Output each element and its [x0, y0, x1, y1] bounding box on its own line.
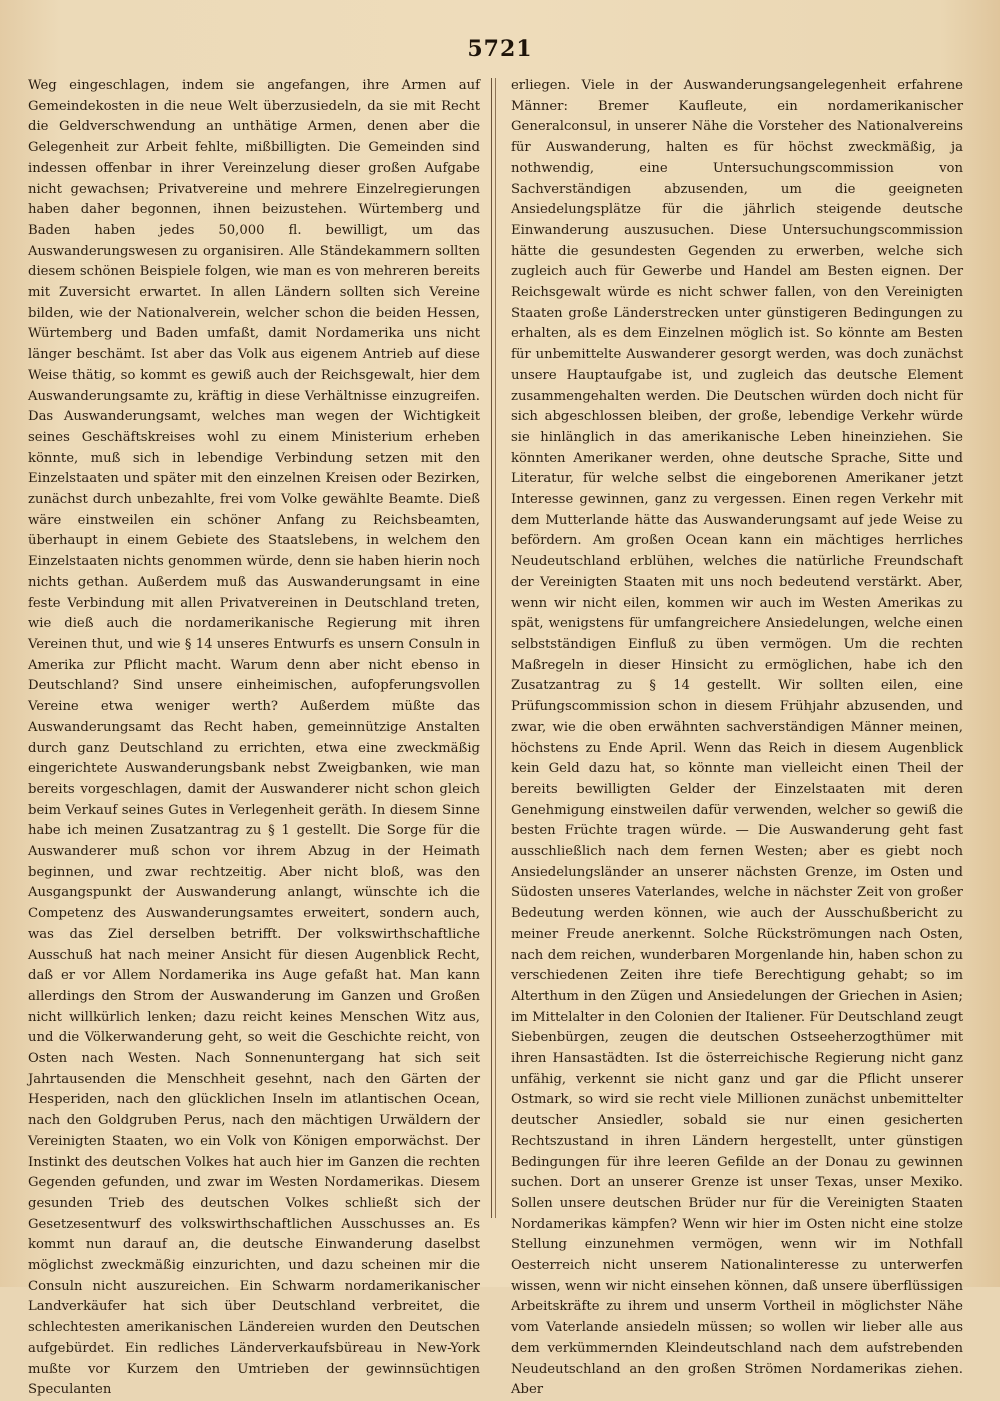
text-column-left: Weg eingeschlagen, indem sie angefangen, ihre Armen auf Gemeindekosten in die neue Welt überzusiedeln, da sie mit Recht die Geldverschwendung an unthätige Armen, denen aber die Gelegenheit zur Arbeit fehlte, mißbilligten. Die Gemeinden sind indessen offenbar in ihrer Vereinzelung dieser großen Aufgabe nicht gewachsen; Privatvereine und mehrere Einzelregierungen haben daher begonnen, ihnen beizustehen. Würtemberg und Baden haben jedes 50,000 fl. bewilligt, um das Auswanderungswesen zu organisiren. Alle Ständekammern sollten diesem schönen Beispiele folgen, wie man es von mehreren bereits mit Zuversicht erwartet. In allen Ländern sollten sich Vereine bilden, wie der Nationalverein, welcher schon die beiden Hessen, Würtemberg und Baden umfaßt, damit Nordamerika uns nicht länger beschämt. Ist aber das Volk aus eigenem Antrieb auf diese Weise thätig, so kommt es gewiß auch der Reichsgewalt, hier dem Auswanderungsamte zu, kräftig in diese Verhältnisse einzugreifen. Das Auswanderungsamt, welches man wegen der Wichtigkeit seines Geschäftskreises wohl zu einem Ministerium erheben könnte, muß sich in lebendige Verbindung setzen mit den Einzelstaaten und später mit den einzelnen Kreisen oder Bezirken, zunächst durch unbezahlte, frei vom Volke gewählte Beamte. Dieß wäre einstweilen ein schöner Anfang zu Reichsbeamten, überhaupt in einem Gebiete des Staatslebens, in welchem den Einzelstaaten nichts genommen würde, denn sie haben hierin noch nichts gethan. Außerdem muß das Auswanderungsamt in eine feste Verbindung mit allen Privatvereinen in Deutschland treten, wie dieß auch die nordamerikanische Regierung mit ihren Vereinen thut, und wie § 14 unseres Entwurfs es unsern Consuln in Amerika zur Pflicht macht. Warum denn aber nicht ebenso in Deutschland? Sind unsere einheimischen, aufopferungsvollen Vereine etwa weniger werth? Außerdem müßte das Auswanderungsamt das Recht haben, gemeinnützige Anstalten durch ganz Deutschland zu errichten, etwa eine zweckmäßig eingerichtete Auswanderungsbank nebst Zweigbanken, wie man bereits vorgeschlagen, damit der Auswanderer nicht schon gleich beim Verkauf seines Gutes in Verlegenheit geräth. In diesem Sinne habe ich meinen Zusatzantrag zu § 1 gestellt. Die Sorge für die Auswanderer muß schon vor ihrem Abzug in der Heimath beginnen, und zwar rechtzeitig. Aber nicht bloß, was den Ausgangspunkt der Auswanderung anlangt, wünschte ich die Competenz des Auswanderungsamtes erweitert, sondern auch, was das Ziel derselben betrifft. Der volkswirthschaftliche Ausschuß hat nach meiner Ansicht für diesen Augenblick Recht, daß er vor Allem Nordamerika ins Auge gefaßt hat. Man kann allerdings den Strom der Auswanderung im Ganzen und Großen nicht willkürlich lenken; dazu reicht keines Menschen Witz aus, und die Völkerwanderung geht, so weit die Geschichte reicht, von Osten nach Westen. Nach Sonnenuntergang hat sich seit Jahrtausenden die Menschheit gesehnt, nach den Gärten der Hesperiden, nach den glücklichen Inseln im atlantischen Ocean, nach den Goldgruben Perus, nach den mächtigen Urwäldern der Vereinigten Staaten, wo ein Volk von Königen emporwächst. Der Instinkt des deutschen Volkes hat auch hier im Ganzen die rechten Gegenden gefunden, und zwar im Westen Nordamerikas. Diesem gesunden Trieb des deutschen Volkes schließt sich der Gesetzesentwurf des volkswirthschaftlichen Ausschusses an. Es kommt nun darauf an, die deutsche Einwanderung daselbst möglichst zweckmäßig einzurichten, und dazu scheinen mir die Consuln nicht auszureichen. Ein Schwarm nordamerikanischer Landverkäufer hat sich über Deutschland verbreitet, die schlechtesten amerikanischen Ländereien wurden den Deutschen aufgebürdet. Ein redliches Länderverkaufsbüreau in New-York mußte vor Kurzem den Umtrieben der gewinnsüchtigen Speculanten: [28, 78, 480, 1398]
column-divider: [491, 78, 492, 1218]
page-number: 5721: [467, 36, 533, 62]
column-divider-inner: [495, 78, 496, 1218]
text-column-right: erliegen. Viele in der Auswanderungsangelegenheit erfahrene Männer: Bremer Kaufleute, ein nordamerikanischer Generalconsul, in unserer Nähe die Vorsteher des Nationalvereins für Auswanderung, halten es für höchst zweckmäßig, ja nothwendig, eine Untersuchungscommission von Sachverständigen abzusenden, um die geeigneten Ansiedelungsplätze für die jährlich steigende deutsche Einwanderung auszusuchen. Diese Untersuchungscommission hätte die gesundesten Gegenden zu erwerben, welche sich zugleich auch für Gewerbe und Handel am Besten eignen. Der Reichsgewalt würde es nicht schwer fallen, von den Vereinigten Staaten große Länderstrecken unter günstigeren Bedingungen zu erhalten, als es dem Einzelnen möglich ist. So könnte am Besten für unbemittelte Auswanderer gesorgt werden, was doch zunächst unsere Hauptaufgabe ist, und zugleich das deutsche Element zusammengehalten werden. Die Deutschen würden doch nicht für sich abgeschlossen bleiben, der große, lebendige Verkehr würde sie hinlänglich in das amerikanische Leben hineinziehen. Sie könnten Amerikaner werden, ohne deutsche Sprache, Sitte und Literatur, für welche selbst die eingeborenen Amerikaner jetzt Interesse gewinnen, ganz zu vergessen. Einen regen Verkehr mit dem Mutterlande hätte das Auswanderungsamt auf jede Weise zu befördern. Am großen Ocean kann ein mächtiges herrliches Neudeutschland erblühen, welches die natürliche Freundschaft der Vereinigten Staaten mit uns noch bedeutend verstärkt. Aber, wenn wir nicht eilen, kommen wir auch im Westen Amerikas zu spät, wenigstens für umfangreichere Ansiedelungen, welche einen selbstständigen Einfluß zu üben vermögen. Um die rechten Maßregeln in dieser Hinsicht zu ermöglichen, habe ich den Zusatzantrag zu § 14 gestellt. Wir sollten eilen, eine Prüfungscommission schon in diesem Frühjahr abzusenden, und zwar, wie die oben erwähnten sachverständigen Männer meinen, höchstens zu Ende April. Wenn das Reich in diesem Augenblick kein Geld dazu hat, so könnte man vielleicht einen Theil der bereits bewilligten Gelder der Einzelstaaten mit deren Genehmigung einstweilen dafür verwenden, welcher so gewiß die besten Früchte tragen würde. — Die Auswanderung geht fast ausschließlich nach dem fernen Westen; aber es giebt noch Ansiedelungsländer an unserer nächsten Grenze, im Osten und Südosten unseres Vaterlandes, welche in nächster Zeit von großer Bedeutung werden können, wie auch der Ausschußbericht zu meiner Freude anerkennt. Solche Rückströmungen nach Osten, nach dem reichen, wunderbaren Morgenlande hin, haben schon zu verschiedenen Zeiten ihre tiefe Berechtigung gehabt; so im Alterthum in den Zügen und Ansiedelungen der Griechen in Asien; im Mittelalter in den Colonien der Italiener. Für Deutschland zeugt Siebenbürgen, zeugen die deutschen Ostseeherzogthümer mit ihren Hansastädten. Ist die österreichische Regierung nicht ganz unfähig, verkennt sie nicht ganz und gar die Pflicht unserer Ostmark, so wird sie recht viele Millionen zunächst unbemittelter deutscher Ansiedler, sobald sie nur einen gesicherten Rechtszustand in ihren Ländern hergestellt, unter günstigen Bedingungen für ihre leeren Gefilde an der Donau zu gewinnen suchen. Dort an unserer Grenze ist unser Texas, unser Mexiko. Sollen unsere deutschen Brüder nur für die Vereinigten Staaten Nordamerikas kämpfen? Wenn wir hier im Osten nicht eine stolze Stellung einzunehmen vermögen, wenn wir im Nothfall Oesterreich nicht unserem Nationalinteresse zu unterwerfen wissen, wenn wir nicht einsehen können, daß unsere überflüssigen Arbeitskräfte zu ihrem und unserm Vortheil in möglichster Nähe vom Vaterlande ansiedeln müssen; so wollen wir lieber alle aus dem verkümmernden Kleindeutschland nach dem aufstrebenden Neudeutschland an den großen Strömen Nordamerikas ziehen. Aber: [511, 78, 963, 1398]
